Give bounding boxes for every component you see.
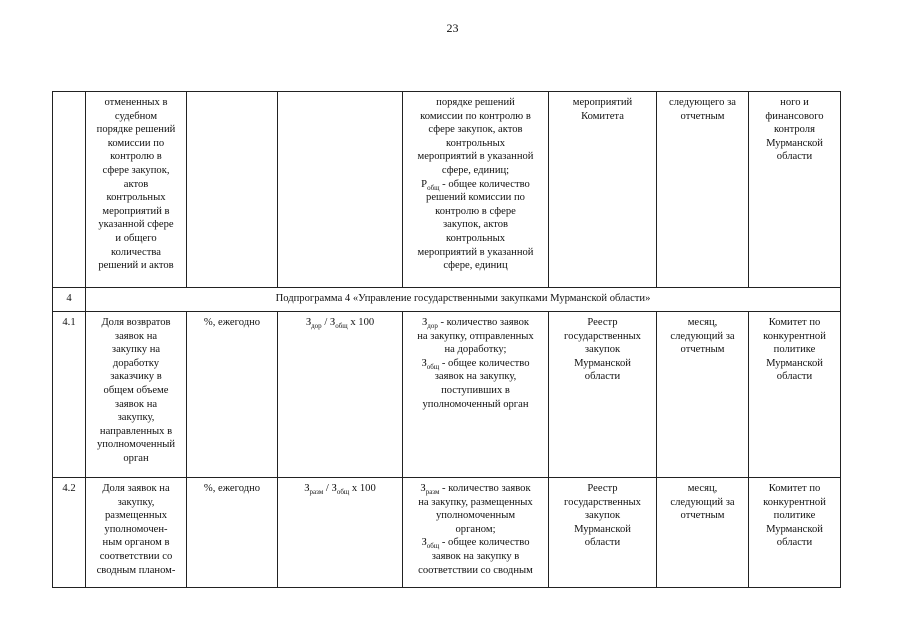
cell-formula bbox=[278, 92, 403, 288]
subprogram-title: Подпрограмма 4 «Управление государственными закупками Мурманской области» bbox=[86, 288, 841, 312]
cell-num: 4.1 bbox=[53, 312, 86, 478]
cell-unit bbox=[187, 92, 278, 288]
formula-a: З bbox=[304, 483, 310, 494]
formula-var: Р bbox=[421, 178, 428, 190]
formula-mid: / З bbox=[323, 483, 337, 494]
cell-indicator-name: отмененных в судебном порядке решений комиссии по контролю в сфере закупок, актов контрольных мероприятий в указанной сфере и общего количества решений и актов bbox=[86, 92, 187, 288]
table-row-continued bbox=[53, 92, 841, 288]
cell-unit: %, ежегодно bbox=[187, 312, 278, 478]
formula-a-sub: дор bbox=[311, 322, 322, 331]
desc-var2: З bbox=[421, 357, 427, 369]
table-row-4-2 bbox=[53, 478, 841, 588]
cell-period: месяц, следующий за отчетным bbox=[657, 312, 749, 478]
formula-a: З bbox=[305, 317, 312, 328]
cell-period: месяц, следующий за отчетным bbox=[657, 478, 749, 588]
cell-num bbox=[53, 92, 86, 288]
indicators-table bbox=[52, 91, 841, 588]
formula-b-sub: общ bbox=[335, 322, 348, 331]
desc-var2: З bbox=[421, 537, 427, 549]
desc-text2: - общее количество заявок на закупку, поступивших в уполномоченный орган bbox=[422, 357, 530, 410]
cell-data-source: мероприятий Комитета bbox=[549, 92, 657, 288]
formula-end: х 100 bbox=[347, 317, 375, 328]
table-row-4-1 bbox=[53, 312, 841, 478]
page-number: 23 bbox=[446, 21, 459, 35]
cell-formula bbox=[278, 478, 403, 588]
formula-a-sub: разм bbox=[309, 488, 324, 497]
desc-var2-sub: общ bbox=[426, 542, 440, 551]
cell-responsible: ного и финансового контроля Мурманской области bbox=[749, 92, 841, 288]
cell-num: 4 bbox=[53, 288, 86, 312]
cell-formula bbox=[278, 312, 403, 478]
formula-desc-rest: - общее количество решений комиссии по контролю в сфере закупок, актов контрольных мероприятий в указанной сфере, единиц bbox=[417, 178, 534, 272]
desc-text2: - общее количество заявок на закупку в соответствии со сводным bbox=[418, 537, 533, 576]
desc-var1-sub: разм bbox=[425, 488, 440, 497]
desc-var1: З bbox=[420, 483, 426, 494]
formula-var-sub: общ bbox=[427, 183, 440, 192]
cell-responsible: Комитет по конкурентной политике Мурманской области bbox=[749, 312, 841, 478]
desc-text1: - количество заявок на закупку, размещенных уполномоченным органом; bbox=[418, 483, 533, 535]
cell-period: следующего за отчетным bbox=[657, 92, 749, 288]
formula-end: х 100 bbox=[349, 483, 376, 494]
desc-var1: З bbox=[421, 317, 428, 328]
cell-data-source: Реестр государственных закупок Мурманской области bbox=[549, 312, 657, 478]
formula-desc-text: порядке решений комиссии по контролю в сфере закупок, актов контрольных мероприятий в указанной сфере, единиц; bbox=[417, 97, 534, 176]
desc-text1: - количество заявок на закупку, отправленных на доработку; bbox=[417, 317, 534, 356]
desc-var2-sub: общ bbox=[426, 362, 440, 371]
cell-indicator-name: Доля заявок на закупку, размещенных уполномочен- ным органом в соответствии со сводным планом- bbox=[86, 478, 187, 588]
cell-data-source: Реестр государственных закупок Мурманской области bbox=[549, 478, 657, 588]
cell-formula-description bbox=[403, 92, 549, 288]
cell-num: 4.2 bbox=[53, 478, 86, 588]
cell-formula-description bbox=[403, 312, 549, 478]
desc-var1-sub: дор bbox=[427, 322, 438, 331]
cell-unit: %, ежегодно bbox=[187, 478, 278, 588]
table-row-subprogram bbox=[53, 288, 841, 312]
cell-indicator-name: Доля возвратов заявок на закупку на доработку заказчику в общем объеме заявок на закупку, направленных в уполномоченный орган bbox=[86, 312, 187, 478]
formula-b-sub: общ bbox=[336, 488, 350, 497]
formula-mid: / З bbox=[321, 317, 336, 328]
cell-responsible: Комитет по конкурентной политике Мурманской области bbox=[749, 478, 841, 588]
cell-formula-description bbox=[403, 478, 549, 588]
